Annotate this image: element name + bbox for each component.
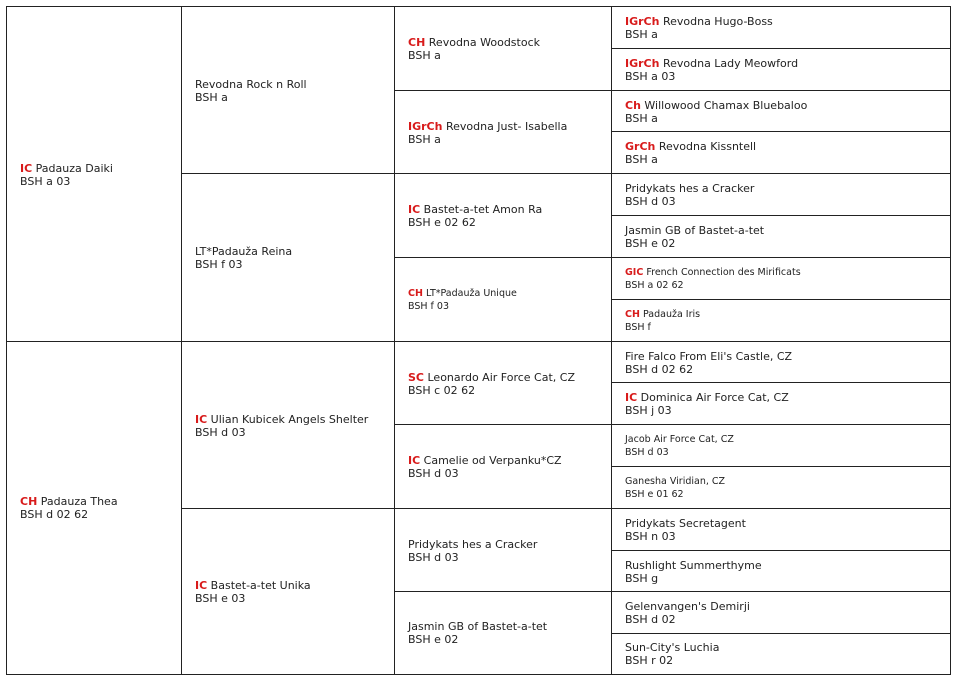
- cat-name: Bastet-a-tet Amon Ra: [423, 203, 543, 216]
- cat-entry: [195, 245, 292, 271]
- breed-code: BSH c 02 62: [408, 383, 476, 397]
- breed-code: BSH e 02: [408, 633, 459, 646]
- cat-name-line: [408, 454, 562, 467]
- cat-entry: [195, 78, 307, 104]
- breed-code: BSH r 02: [625, 654, 674, 667]
- great-great-grandparent-cell: [611, 508, 951, 551]
- cat-entry: [20, 495, 118, 521]
- cat-entry: [625, 391, 789, 417]
- pedigree-table: [6, 6, 951, 675]
- title-badge: CH: [408, 288, 423, 299]
- cat-name: Ulian Kubicek Angels Shelter: [210, 412, 369, 426]
- cat-name: Revodna Rock n Roll: [195, 77, 307, 91]
- breed-code: BSH a: [195, 90, 228, 104]
- cat-entry: [625, 140, 756, 166]
- cat-entry: [625, 641, 719, 667]
- breed-code: BSH d 02 62: [20, 508, 89, 521]
- title-badge: IC: [408, 454, 421, 467]
- great-great-grandparent-cell: [611, 466, 951, 509]
- cat-entry: [408, 538, 537, 564]
- breed-code: BSH a: [625, 111, 658, 125]
- breed-code: BSH e 02: [625, 237, 676, 250]
- title-badge: Ch: [625, 98, 641, 112]
- great-grandparent-cell: [394, 508, 612, 592]
- cat-name-line: [20, 162, 113, 175]
- cat-name-line: [625, 224, 764, 237]
- breed-code: BSH a: [625, 153, 658, 166]
- cat-name: Pridykats hes a Cracker: [625, 182, 755, 195]
- cat-name: Jacob Air Force Cat, CZ: [625, 434, 734, 445]
- breed-code: BSH d 03: [408, 467, 459, 480]
- great-great-grandparent-cell: [611, 591, 951, 634]
- cat-name-line: [625, 182, 754, 195]
- breed-code: BSH a 02 62: [625, 280, 684, 291]
- cat-name: Sun-City's Luchia: [625, 641, 720, 654]
- cat-entry: [408, 36, 540, 62]
- cat-name: Gelenvangen's Demirji: [625, 600, 750, 613]
- great-grandparent-cell: [394, 257, 612, 342]
- great-great-grandparent-cell: [611, 173, 951, 216]
- cat-name-line: [625, 641, 719, 654]
- breed-code: BSH d 03: [625, 195, 676, 208]
- grandparent-cell: [181, 6, 395, 174]
- cat-name-line: [625, 140, 756, 153]
- breed-code: BSH n 03: [625, 530, 676, 543]
- breed-code: BSH a: [408, 49, 441, 62]
- great-great-grandparent-cell: [611, 48, 951, 91]
- cat-name-line: [625, 99, 807, 112]
- cat-entry: [625, 559, 762, 585]
- cat-name-line: [625, 517, 746, 530]
- cat-name-line: [408, 371, 575, 384]
- title-badge: IC: [20, 161, 33, 175]
- cat-entry: [625, 350, 792, 376]
- great-great-grandparent-cell: [611, 257, 951, 300]
- cat-name-line: [408, 538, 537, 551]
- title-badge: SC: [408, 370, 424, 384]
- great-grandparent-cell: [394, 6, 612, 91]
- title-badge: CH: [408, 36, 426, 49]
- cat-name: Revodna Woodstock: [428, 36, 540, 49]
- cat-entry: [625, 99, 807, 125]
- cat-name-line: [625, 559, 762, 572]
- cat-name-line: [625, 475, 725, 488]
- great-great-grandparent-cell: [611, 382, 951, 425]
- cat-entry: [408, 287, 517, 313]
- cat-name-line: [195, 78, 307, 91]
- title-badge: IC: [195, 412, 208, 426]
- title-badge: IC: [625, 391, 638, 404]
- breed-code: BSH j 03: [625, 404, 672, 417]
- parent-cell: [6, 6, 182, 342]
- breed-code: BSH d 03: [625, 447, 669, 458]
- breed-code: BSH d 02: [625, 613, 676, 626]
- cat-name-line: [195, 245, 292, 258]
- title-badge: IGrCh: [625, 15, 660, 28]
- breed-code: BSH a: [625, 28, 658, 41]
- cat-name: Revodna Lady Meowford: [662, 57, 799, 70]
- cat-entry: [20, 162, 113, 188]
- grandparent-cell: [181, 173, 395, 342]
- cat-name-line: [408, 36, 540, 49]
- title-badge: IC: [408, 203, 421, 216]
- cat-name: Rushlight Summerthyme: [625, 558, 762, 572]
- cat-name-line: [20, 495, 118, 508]
- cat-entry: [625, 224, 764, 250]
- cat-entry: [408, 203, 542, 229]
- cat-name: LT*Padauža Reina: [195, 245, 293, 258]
- breed-code: BSH a: [408, 132, 441, 146]
- cat-name: Padauza Daiki: [35, 161, 113, 175]
- breed-code: BSH d 02 62: [625, 362, 694, 376]
- cat-name: Leonardo Air Force Cat, CZ: [427, 370, 575, 384]
- cat-entry: [408, 620, 547, 646]
- cat-name-line: [408, 620, 547, 633]
- cat-entry: [625, 600, 750, 626]
- cat-entry: [408, 120, 567, 146]
- title-badge: CH: [20, 495, 38, 508]
- title-badge: GIC: [625, 267, 644, 278]
- breed-code: BSH e 03: [195, 591, 246, 605]
- great-great-grandparent-cell: [611, 6, 951, 49]
- great-grandparent-cell: [394, 90, 612, 174]
- breed-code: BSH f: [625, 322, 651, 333]
- cat-name-line: [625, 15, 773, 28]
- cat-name: Jasmin GB of Bastet-a-tet: [408, 620, 548, 633]
- cat-entry: [408, 371, 575, 397]
- grandparent-cell: [181, 508, 395, 675]
- cat-entry: [625, 57, 798, 83]
- title-badge: IGrCh: [408, 119, 443, 133]
- great-grandparent-cell: [394, 341, 612, 425]
- cat-name: Jasmin GB of Bastet-a-tet: [625, 224, 765, 237]
- cat-name-line: [195, 413, 368, 426]
- great-great-grandparent-cell: [611, 633, 951, 675]
- cat-name: Camelie od Verpanku*CZ: [423, 454, 562, 467]
- cat-entry: [195, 413, 368, 439]
- cat-name: Padauza Thea: [40, 495, 118, 508]
- cat-name: Dominica Air Force Cat, CZ: [640, 391, 789, 404]
- cat-name: Pridykats hes a Cracker: [408, 537, 538, 551]
- title-badge: CH: [625, 309, 640, 320]
- cat-name: French Connection des Mirificats: [646, 267, 801, 278]
- cat-name-line: [195, 579, 311, 592]
- grandparent-cell: [181, 341, 395, 509]
- cat-name-line: [408, 203, 542, 216]
- breed-code: BSH f 03: [195, 258, 243, 271]
- cat-name: Revodna Just- Isabella: [445, 119, 568, 133]
- breed-code: BSH f 03: [408, 301, 449, 312]
- cat-entry: [625, 266, 801, 292]
- title-badge: GrCh: [625, 140, 656, 153]
- cat-entry: [625, 475, 725, 501]
- title-badge: IC: [195, 578, 208, 592]
- breed-code: BSH a 03: [20, 174, 71, 188]
- cat-entry: [625, 517, 746, 543]
- great-great-grandparent-cell: [611, 299, 951, 342]
- cat-name: Revodna Kissntell: [658, 140, 757, 153]
- great-grandparent-cell: [394, 173, 612, 258]
- cat-entry: [625, 308, 700, 334]
- cat-name: Pridykats Secretagent: [625, 517, 746, 530]
- cat-name: Padauža Iris: [642, 309, 701, 320]
- breed-code: BSH g: [625, 571, 659, 585]
- great-great-grandparent-cell: [611, 215, 951, 258]
- cat-name: Willowood Chamax Bluebaloo: [644, 98, 808, 112]
- breed-code: BSH d 03: [195, 425, 246, 439]
- cat-name-line: [625, 600, 750, 613]
- cat-entry: [625, 433, 734, 459]
- cat-name-line: [625, 308, 700, 321]
- cat-entry: [408, 454, 562, 480]
- title-badge: IGrCh: [625, 57, 660, 70]
- cat-name-line: [625, 433, 734, 446]
- breed-code: BSH e 01 62: [625, 489, 684, 500]
- great-grandparent-cell: [394, 424, 612, 509]
- cat-name: Revodna Hugo-Boss: [662, 15, 773, 28]
- breed-code: BSH e 02 62: [408, 216, 476, 229]
- cat-name-line: [408, 120, 567, 133]
- great-great-grandparent-cell: [611, 131, 951, 174]
- cat-entry: [625, 182, 754, 208]
- cat-entry: [625, 15, 773, 41]
- cat-name-line: [625, 391, 789, 404]
- cat-name-line: [625, 350, 792, 363]
- breed-code: BSH a 03: [625, 70, 676, 83]
- cat-name: Bastet-a-tet Unika: [210, 578, 311, 592]
- cat-name-line: [625, 57, 798, 70]
- great-great-grandparent-cell: [611, 90, 951, 132]
- cat-entry: [195, 579, 311, 605]
- cat-name: LT*Padauža Unique: [425, 288, 517, 299]
- cat-name-line: [625, 266, 801, 279]
- great-great-grandparent-cell: [611, 550, 951, 592]
- cat-name-line: [408, 287, 517, 300]
- great-great-grandparent-cell: [611, 341, 951, 383]
- great-great-grandparent-cell: [611, 424, 951, 467]
- cat-name: Fire Falco From Eli's Castle, CZ: [625, 349, 793, 363]
- great-grandparent-cell: [394, 591, 612, 675]
- cat-name: Ganesha Viridian, CZ: [625, 476, 726, 487]
- breed-code: BSH d 03: [408, 550, 459, 564]
- parent-cell: [6, 341, 182, 675]
